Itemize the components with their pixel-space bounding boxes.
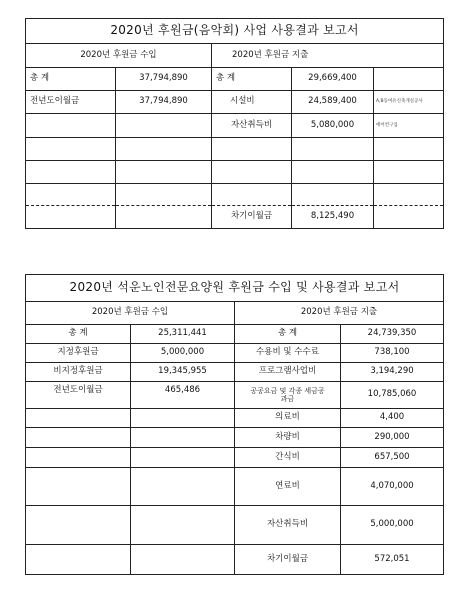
expense-note <box>374 161 444 184</box>
expense-note: 에어컨구입 <box>374 114 444 138</box>
income-label <box>26 114 116 138</box>
table-row <box>26 363 444 382</box>
expense-value <box>292 184 374 206</box>
income-label: 비지정후원금 <box>26 363 131 382</box>
expense-value: 290,000 <box>341 428 444 448</box>
table-row <box>26 409 444 428</box>
expense-value: 10,785,060 <box>341 382 444 409</box>
table-row <box>26 468 444 506</box>
report2-table <box>25 274 444 575</box>
table-row <box>26 114 444 138</box>
income-value <box>116 206 212 229</box>
income-label <box>26 138 116 161</box>
expense-label <box>212 138 292 161</box>
expense-label: 수용비 및 수수료 <box>235 344 341 363</box>
expense-label: 공공요금 및 각종 세금공과금 <box>235 382 341 409</box>
income-label <box>26 184 116 206</box>
expense-note <box>374 206 444 229</box>
income-value <box>131 545 235 575</box>
expense-label: 의료비 <box>235 409 341 428</box>
expense-label: 자산취득비 <box>235 506 341 545</box>
expense-value: 4,400 <box>341 409 444 428</box>
expense-label <box>212 184 292 206</box>
expense-label: 총 계 <box>212 68 292 91</box>
income-label <box>26 506 131 545</box>
expense-label: 차량비 <box>235 428 341 448</box>
income-label <box>26 468 131 506</box>
expense-label: 자산취득비 <box>212 114 292 138</box>
table-row <box>26 138 444 161</box>
income-value <box>116 138 212 161</box>
table-row <box>26 506 444 545</box>
income-label: 지정후원금 <box>26 344 131 363</box>
income-label <box>26 409 131 428</box>
expense-value: 657,500 <box>341 448 444 468</box>
income-value <box>116 114 212 138</box>
income-value <box>116 161 212 184</box>
income-value <box>131 468 235 506</box>
income-value: 5,000,000 <box>131 344 235 363</box>
table-row <box>26 545 444 575</box>
table-row <box>26 184 444 206</box>
expense-label: 시설비 <box>212 91 292 114</box>
expense-value: 3,194,290 <box>341 363 444 382</box>
income-value <box>131 428 235 448</box>
expense-note <box>374 68 444 91</box>
income-label <box>26 206 116 229</box>
table-row <box>26 206 444 229</box>
income-label <box>26 161 116 184</box>
expense-value: 8,125,490 <box>292 206 374 229</box>
report2-expense-header: 2020년 후원금 지출 <box>235 302 444 325</box>
expense-value: 572,051 <box>341 545 444 575</box>
expense-label: 차기이월금 <box>212 206 292 229</box>
table-row <box>26 91 444 114</box>
table-row <box>26 344 444 363</box>
report2-title: 2020년 석운노인전문요양원 후원금 수입 및 사용결과 보고서 <box>26 275 444 302</box>
report2-income-header: 2020년 후원금 수입 <box>26 302 235 325</box>
expense-value: 738,100 <box>341 344 444 363</box>
expense-value: 5,000,000 <box>341 506 444 545</box>
expense-note: A,B동여유신축게실공사 <box>374 91 444 114</box>
income-label: 전년도이월금 <box>26 91 116 114</box>
expense-value: 29,669,400 <box>292 68 374 91</box>
expense-label: 총 계 <box>235 325 341 344</box>
income-label <box>26 448 131 468</box>
expense-label: 차기이월금 <box>235 545 341 575</box>
income-value: 25,311,441 <box>131 325 235 344</box>
table-row <box>26 428 444 448</box>
income-value: 465,486 <box>131 382 235 409</box>
income-label: 전년도이월금 <box>26 382 131 409</box>
income-label <box>26 428 131 448</box>
income-value <box>131 506 235 545</box>
expense-value: 24,589,400 <box>292 91 374 114</box>
income-value <box>131 409 235 428</box>
income-label: 총 계 <box>26 325 131 344</box>
expense-label <box>212 161 292 184</box>
expense-value: 5,080,000 <box>292 114 374 138</box>
income-value <box>116 184 212 206</box>
report1-title: 2020년 후원금(음악회) 사업 사용결과 보고서 <box>26 19 444 44</box>
table-row <box>26 448 444 468</box>
income-value <box>131 448 235 468</box>
income-label: 총 계 <box>26 68 116 91</box>
table-row <box>26 161 444 184</box>
expense-label: 간식비 <box>235 448 341 468</box>
expense-label: 연료비 <box>235 468 341 506</box>
table-row <box>26 382 444 409</box>
report1-table <box>25 18 444 229</box>
expense-value <box>292 138 374 161</box>
income-value: 37,794,890 <box>116 68 212 91</box>
expense-label: 프로그램사업비 <box>235 363 341 382</box>
table-row <box>26 325 444 344</box>
income-value: 19,345,955 <box>131 363 235 382</box>
expense-note <box>374 184 444 206</box>
table-row <box>26 68 444 91</box>
expense-value: 24,739,350 <box>341 325 444 344</box>
expense-value: 4,070,000 <box>341 468 444 506</box>
expense-note <box>374 138 444 161</box>
report1-expense-header: 2020년 후원금 지출 <box>212 44 444 68</box>
report1-income-header: 2020년 후원금 수입 <box>26 44 212 68</box>
expense-value <box>292 161 374 184</box>
income-label <box>26 545 131 575</box>
income-value: 37,794,890 <box>116 91 212 114</box>
